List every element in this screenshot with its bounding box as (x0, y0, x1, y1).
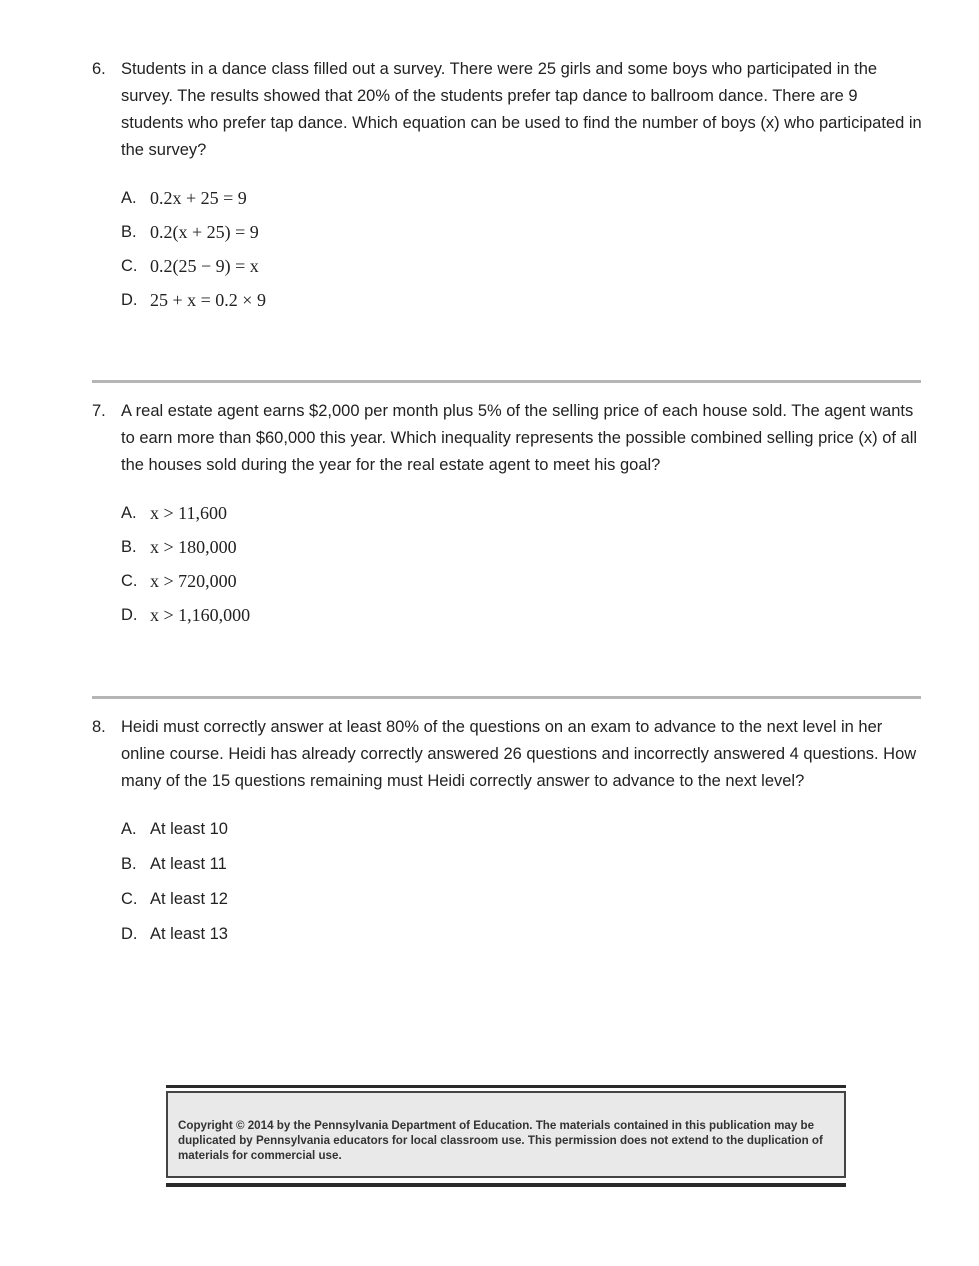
option-c[interactable] (121, 887, 922, 922)
copyright-footer (166, 1085, 846, 1187)
option-text: 25 + x = 0.2 × 9 (150, 290, 266, 310)
question-number: 6. (92, 60, 106, 78)
option-text: 0.2x + 25 = 9 (150, 188, 247, 208)
option-text: x > 1,160,000 (150, 605, 251, 625)
option-letter: B. (121, 855, 137, 873)
copyright-text: Copyright © 2014 by the Pennsylvania Department of Education. The materials contained in this publication may be duplicated by Pennsylvania educators for local classroom use. This permission does not extend to the duplication of materials for commercial use. (178, 1119, 823, 1162)
option-letter: C. (121, 572, 138, 590)
option-letter: D. (121, 291, 138, 309)
question-text: Heidi must correctly answer at least 80% of the questions on an exam to advance to the next level in her online course. Heidi has already correctly answered 26 questions and incorrectly answered 4 questions. How many of the 15 questions remaining must Heidi correctly answer to advance to the next level? (121, 718, 917, 790)
option-a[interactable] (121, 186, 922, 220)
option-letter: C. (121, 890, 138, 908)
option-b[interactable] (121, 852, 922, 887)
question-number: 7. (92, 402, 106, 420)
option-b[interactable] (121, 535, 922, 569)
option-d[interactable] (121, 603, 922, 637)
option-text: x > 720,000 (150, 571, 237, 591)
option-letter: D. (121, 925, 138, 943)
copyright-box (166, 1091, 846, 1178)
section-divider (92, 696, 921, 699)
bottom-rule (166, 1183, 846, 1187)
answer-options (121, 817, 922, 957)
question-6 (92, 56, 922, 322)
option-letter: B. (121, 223, 137, 241)
question-7 (92, 398, 922, 637)
option-letter: D. (121, 606, 138, 624)
option-c[interactable] (121, 254, 922, 288)
question-text: Students in a dance class filled out a survey. There were 25 girls and some boys who participated in the survey. The results showed that 20% of the students prefer tap dance to ballroom dance. There are 9 students who prefer tap dance. Which equation can be used to find the number of boys (x) who participated in the survey? (121, 60, 922, 159)
option-letter: A. (121, 504, 137, 522)
option-text: At least 12 (150, 890, 228, 908)
option-letter: C. (121, 257, 138, 275)
option-b[interactable] (121, 220, 922, 254)
option-text: At least 13 (150, 925, 228, 943)
option-a[interactable] (121, 817, 922, 852)
top-rule (166, 1085, 846, 1088)
option-letter: B. (121, 538, 137, 556)
question-text: A real estate agent earns $2,000 per month plus 5% of the selling price of each house sold. The agent wants to earn more than $60,000 this year. Which inequality represents the possible combined selling price (x) of all the houses sold during the year for the real estate agent to meet his goal? (121, 402, 918, 474)
section-divider (92, 380, 921, 383)
option-letter: A. (121, 820, 137, 838)
option-text: 0.2(x + 25) = 9 (150, 222, 259, 242)
option-letter: A. (121, 189, 137, 207)
answer-options (121, 501, 922, 637)
option-c[interactable] (121, 569, 922, 603)
option-text: At least 11 (150, 855, 227, 873)
option-text: 0.2(25 − 9) = x (150, 256, 259, 276)
option-a[interactable] (121, 501, 922, 535)
option-text: x > 11,600 (150, 503, 227, 523)
option-d[interactable] (121, 288, 922, 322)
option-text: At least 10 (150, 820, 228, 838)
option-d[interactable] (121, 922, 922, 957)
option-text: x > 180,000 (150, 537, 237, 557)
answer-options (121, 186, 922, 322)
question-8 (92, 714, 922, 957)
question-number: 8. (92, 718, 106, 736)
